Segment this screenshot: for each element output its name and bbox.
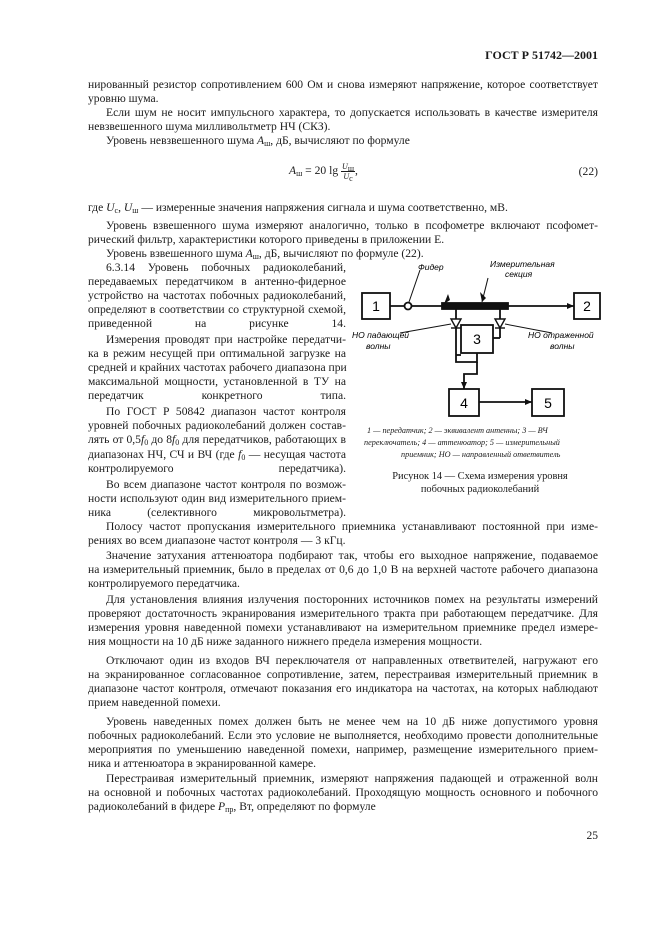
text-line: мероприятия по уменьшению наведенной помехи, например, размещение измерительного прием-: [88, 743, 598, 756]
formula-numerator: $U_ш$: [342, 162, 354, 173]
text-line: ника (селективного микровольтметра).: [88, 506, 346, 519]
symbol-subscript: ш: [264, 139, 271, 148]
formula-fraction: [341, 162, 355, 181]
text-line: определяют в соответствии со структурной схемой,: [88, 303, 346, 316]
text-line: Если шум не носит импульсного характера, то допускается использовать в качестве измерителя: [106, 106, 598, 119]
label-incident-coupler-1: НО падающей: [352, 330, 410, 340]
symbol-subscript: c: [114, 206, 119, 215]
text-line-with-symbol: лять от $0,5f_0$ до $8f_0$ для передатчиков, работающих в: [88, 433, 346, 447]
symbol-U: U: [106, 201, 115, 214]
figure-caption: [362, 471, 598, 496]
text-line: Во всем диапазоне частот контроля по возмож-: [106, 478, 346, 491]
formula-subscript: ш: [296, 169, 303, 179]
page-number: 25: [586, 830, 598, 842]
text-line: средней и крайних частотах рабочего диапазона при: [88, 361, 347, 374]
symbol-comma: ,: [118, 201, 124, 214]
text-line: невзвешенного шума милливольтметр НЧ (СКЗ).: [88, 120, 331, 133]
text-line: нированный резистор сопротивлением 600 Ом и снова измеряют напряжение, которое соответствует: [88, 78, 598, 91]
text-line: Уровень взвешенного шума измеряют аналогично, только в псофометре включают псофомет-: [106, 219, 598, 232]
text-line-with-symbol: диапазонах НЧ, СЧ и ВЧ (где $f_0$ — несущая частота: [88, 448, 346, 462]
diagram-label-1: 1: [372, 298, 380, 314]
text-line: Перестраивая измерительный приемник, измеряют напряжения падающей и отраженной волн: [106, 772, 598, 785]
text-fragment: , Вт, определяют по формуле: [233, 800, 376, 813]
symbol-subscript: ш: [132, 206, 139, 215]
text-line: контролируемого передатчика).: [88, 462, 346, 475]
symbol-f: f: [238, 448, 242, 461]
symbol-subscript: ш: [252, 252, 259, 261]
text-line: Значение затухания аттенюатора подбирают так, чтобы его выходное напряжение, подаваемое: [106, 549, 598, 562]
symbol-subscript: пр: [225, 805, 234, 814]
formula-equals: = 20 lg: [305, 164, 339, 178]
label-incident-coupler-2: волны: [366, 341, 391, 351]
text-line: на измерительный приемник, было в пределах от 0,6 до 1,0 В на верхней частоте рабочего диапазона: [88, 563, 598, 576]
formula-denominator: $U_c$: [343, 172, 353, 183]
text-line: рениях во всем диапазоне частот контроля — 3 кГц.: [88, 534, 346, 547]
text-line: По ГОСТ Р 50842 диапазон частот контроля: [106, 405, 346, 418]
text-line: уровней побочных радиоколебаний должен состав-: [88, 419, 346, 432]
figure-legend-line: приемник; НО — направленный ответвитель: [401, 450, 561, 459]
diagram-label-3: 3: [473, 331, 481, 347]
diagram-label-4: 4: [460, 395, 468, 411]
label-reflected-coupler-1: НО отраженной: [528, 330, 594, 340]
text-line: уровню шума.: [88, 92, 159, 105]
text-line-with-symbol: [88, 800, 376, 814]
text-line: Отключают один из входов ВЧ переключателя от направленных ответвителей, нагружают его: [106, 654, 598, 667]
text-line: Измерения проводят при настройке передатчи-: [106, 333, 346, 346]
measurement-scheme-diagram: [352, 258, 602, 424]
formula-tail: ,: [354, 164, 358, 178]
text-fragment: Уровень взвешенного шума: [106, 247, 243, 260]
text-line: передаваемых передатчиком в антенно-фидерное: [88, 275, 346, 288]
formula-number: (22): [578, 165, 598, 178]
symbol-f: f: [140, 433, 145, 446]
symbol-U: U: [123, 201, 133, 214]
text-line: 6.3.14 Уровень побочных радиоколебаний,: [106, 261, 346, 274]
text-line: прием наведенной помехи.: [88, 696, 221, 709]
figure-legend-line: переключатель; 4 — аттенюатор; 5 — измерительный: [364, 438, 560, 447]
formula-22: [289, 162, 358, 181]
text-line: ка в режим несущей при оптимальной загрузке на: [88, 347, 346, 360]
text-fragment: , дБ, вычисляют по формуле (22).: [258, 247, 424, 260]
text-line: Для установления влияния излучения посторонних источников помех на результаты измерений: [106, 593, 598, 606]
figure-caption-line2: побочных радиоколебаний: [420, 483, 540, 495]
text-line: устройство на частотах побочных радиоколебаний,: [88, 289, 346, 302]
text-fragment: радиоколебаний в фидере: [88, 800, 216, 813]
symbol-f: f: [172, 433, 176, 446]
text-line: ности используют один вид измерительного прием-: [88, 492, 346, 505]
text-fragment: где: [88, 201, 104, 214]
text-line: на основной и побочных частотах радиоколебаний. Проходящую мощность основного и побочного: [88, 786, 598, 799]
text-line: максимальной мощности, установленной в ТУ на: [88, 375, 346, 388]
symbol-P: P: [218, 800, 226, 813]
text-line: передатчик конкретного типа.: [88, 389, 346, 402]
text-line-with-symbol: [88, 201, 508, 215]
symbol-A: A: [245, 247, 253, 260]
figure-legend-line: 1 — передатчик; 2 — эквивалент антенны; 3 — ВЧ: [367, 426, 548, 435]
text-line: приведенной на рисунке 14.: [88, 317, 346, 330]
text-line-with-symbol: [106, 134, 598, 148]
text-line: контролируемого передатчика.: [88, 577, 240, 590]
text-line: измерения уровня наведенной помехи устанавливают на измерительном приемнике предел измере-: [88, 621, 598, 634]
text-fragment: — измеренные значения напряжения сигнала и шума соответственно, мВ.: [141, 201, 508, 214]
text-line: ника и аттенюатора в экранированной камере.: [88, 757, 317, 770]
label-measuring-section-2: секция: [505, 269, 533, 279]
symbol-A: A: [257, 134, 265, 147]
document-id-header: ГОСТ Р 51742—2001: [485, 48, 598, 62]
label-measuring-section-1: Измерительная: [490, 259, 555, 269]
figure-caption-line1: Рисунок 14 — Схема измерения уровня: [392, 471, 568, 482]
text-line: побочных радиоколебаний. Если это условие не выполняется, необходимо провести дополнительные: [88, 729, 598, 742]
text-line: рический фильтр, характеристики которого приведены в приложении Е.: [88, 233, 445, 246]
diagram-label-2: 2: [583, 298, 591, 314]
formula-symbol-A: A: [289, 164, 297, 178]
label-reflected-coupler-2: волны: [550, 341, 575, 351]
label-feeder: Фидер: [418, 262, 444, 272]
text-line: ния мощности на 10 дБ ниже заданного нижнего предела измерения мощности.: [88, 635, 483, 648]
text-fragment: , дБ, вычисляют по формуле: [270, 134, 410, 147]
text-line: Полосу частот пропускания измерительного приемника устанавливают постоянной при изме-: [106, 520, 598, 533]
text-line: на экранированное согласованное сопротивление, затем, перестраивая измерительный приемник в: [88, 668, 598, 681]
diagram-label-5: 5: [544, 395, 552, 411]
text-fragment: Уровень невзвешенного шума: [106, 134, 255, 147]
text-line: Уровень наведенных помех должен быть не менее чем на 10 дБ ниже допустимого уровня: [106, 715, 598, 728]
text-line: проверяют достаточность экранирования измерительного тракта при работающем передатчике. Для: [88, 607, 598, 620]
text-line: диапазоне частот контроля, отмечают показания его индикатора на частотах, на которых наблюдают: [88, 682, 598, 695]
